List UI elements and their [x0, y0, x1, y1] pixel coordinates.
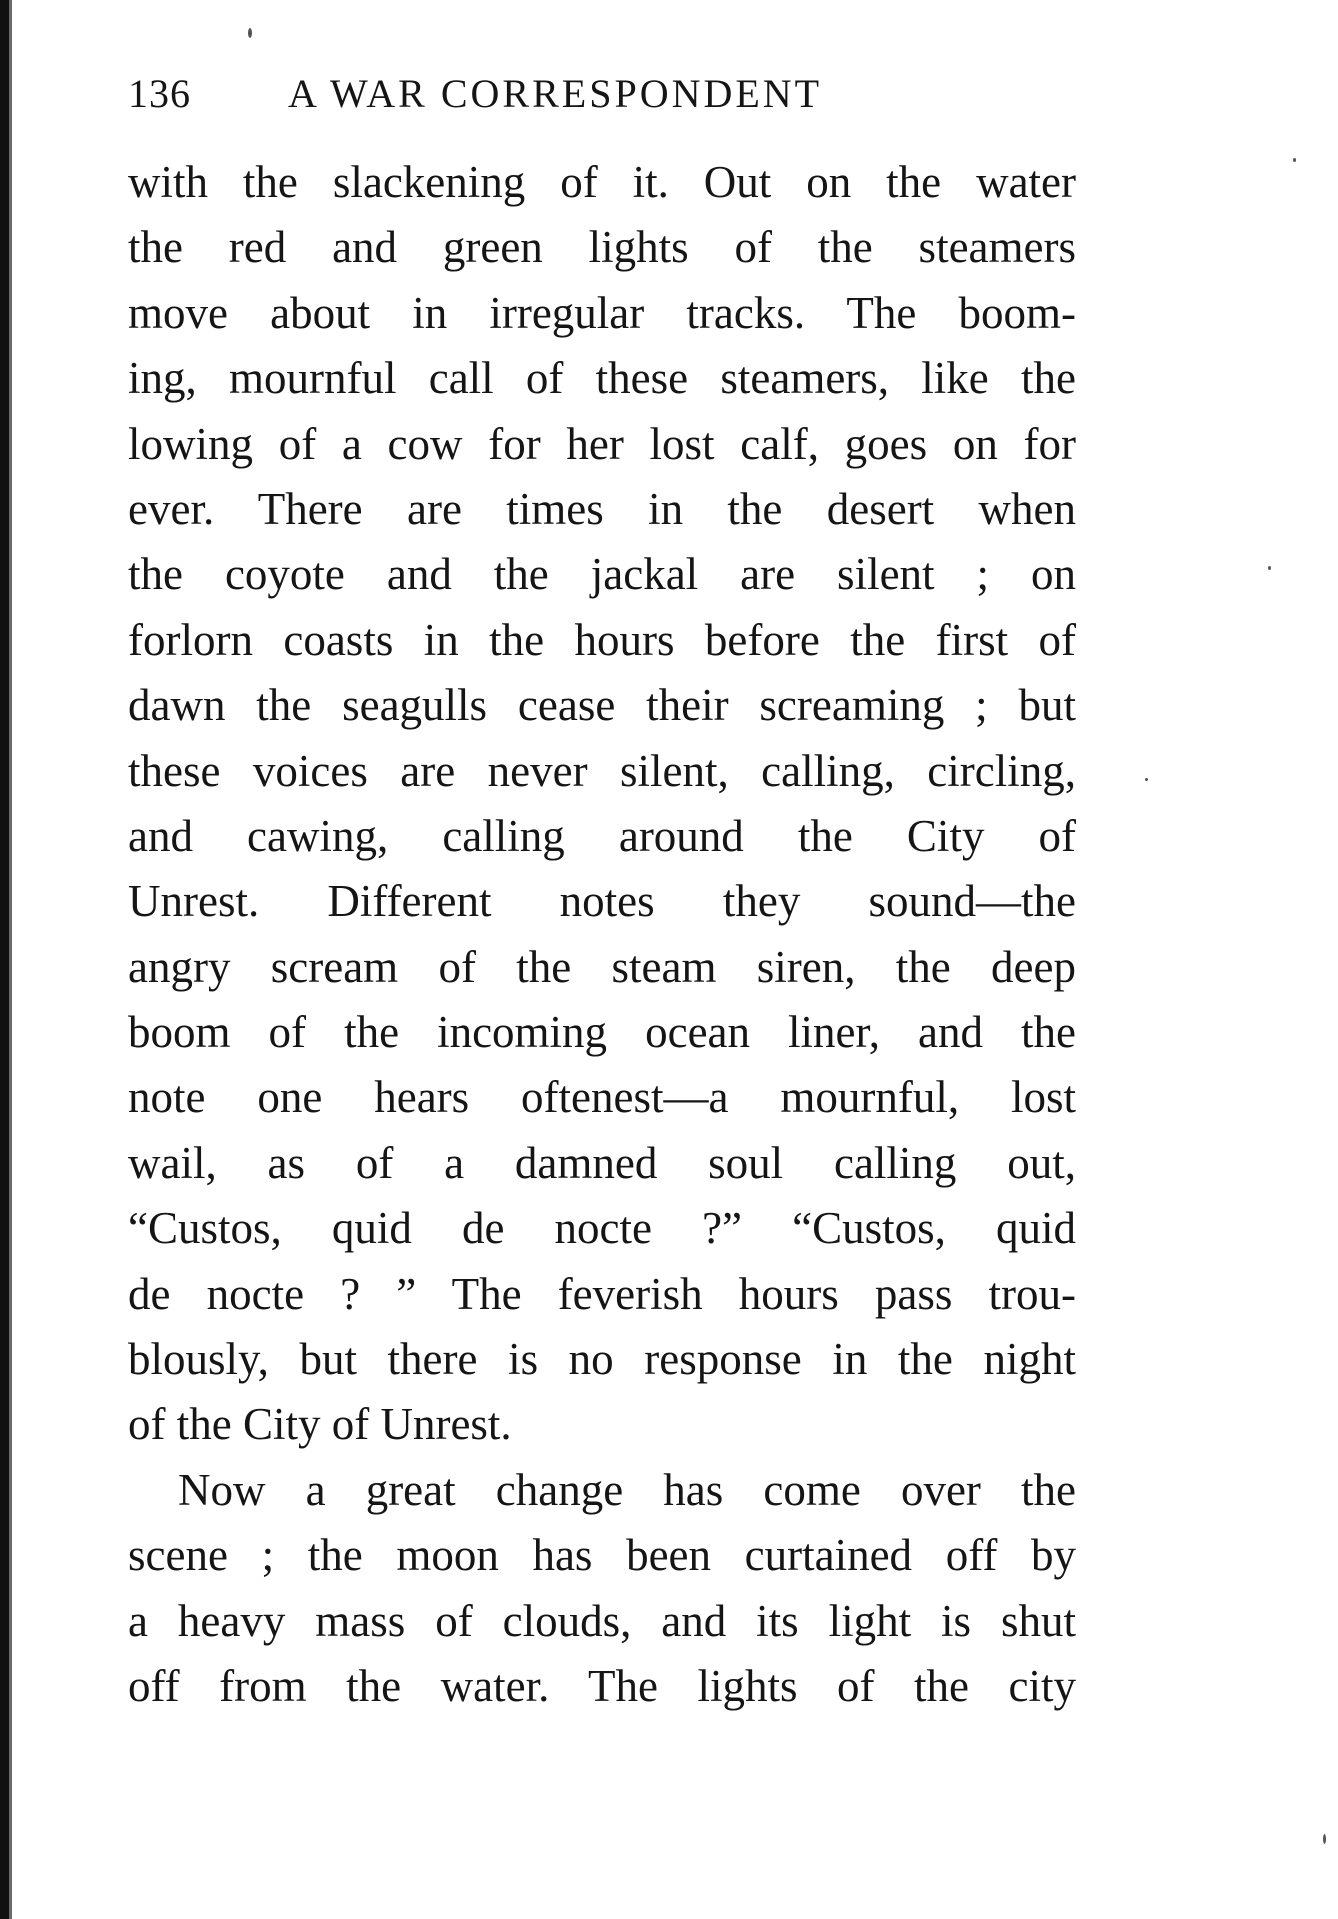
- text-line: Unrest. Different notes they sound—the: [128, 876, 1076, 927]
- text-line: the red and green lights of the steamers: [128, 222, 1076, 273]
- text-line: scene ; the moon has been curtained off by: [128, 1530, 1076, 1581]
- scan-speck: [1268, 566, 1271, 570]
- text-line: forlorn coasts in the hours before the first of: [128, 614, 1076, 665]
- text-line: ever. There are times in the desert when: [128, 483, 1076, 534]
- text-line: angry scream of the steam siren, the deep: [128, 941, 1076, 992]
- binding-shadow: [9, 0, 12, 1919]
- text-line: a heavy mass of clouds, and its light is shut: [128, 1595, 1076, 1646]
- text-line: dawn the seagulls cease their screaming ; but: [128, 680, 1076, 731]
- text-line: ing, mournful call of these steamers, like the: [128, 353, 1076, 404]
- text-line: and cawing, calling around the City of: [128, 810, 1076, 861]
- text-line: de nocte ? ” The feverish hours pass trou-: [128, 1268, 1076, 1319]
- running-head: A WAR CORRESPONDENT: [288, 71, 823, 116]
- text-line: off from the water. The lights of the city: [128, 1660, 1076, 1711]
- text-line: blously, but there is no response in the night: [128, 1334, 1076, 1385]
- text-line: the coyote and the jackal are silent ; on: [128, 549, 1076, 600]
- page-header: [128, 70, 1078, 130]
- text-line: boom of the incoming ocean liner, and the: [128, 1007, 1076, 1058]
- scan-speck: [1323, 1834, 1326, 1844]
- text-line: “Custos, quid de nocte ?” “Custos, quid: [128, 1203, 1076, 1254]
- text-line: Now a great change has come over the: [178, 1464, 1076, 1515]
- scan-speck: [1293, 158, 1296, 162]
- text-line: of the City of Unrest.: [128, 1399, 512, 1450]
- text-line: lowing of a cow for her lost calf, goes on for: [128, 418, 1076, 469]
- text-line: note one hears oftenest—a mournful, lost: [128, 1072, 1076, 1123]
- text-line: with the slackening of it. Out on the water: [128, 157, 1076, 207]
- text-line: these voices are never silent, calling, circling,: [128, 745, 1076, 796]
- scan-speck: [248, 28, 252, 38]
- binding-edge: [0, 0, 9, 1919]
- page-number: 136: [128, 71, 191, 116]
- scan-speck: [1145, 778, 1148, 781]
- body-text: [128, 150, 1076, 1719]
- text-line: move about in irregular tracks. The boom-: [128, 287, 1076, 338]
- text-line: wail, as of a damned soul calling out,: [128, 1137, 1076, 1188]
